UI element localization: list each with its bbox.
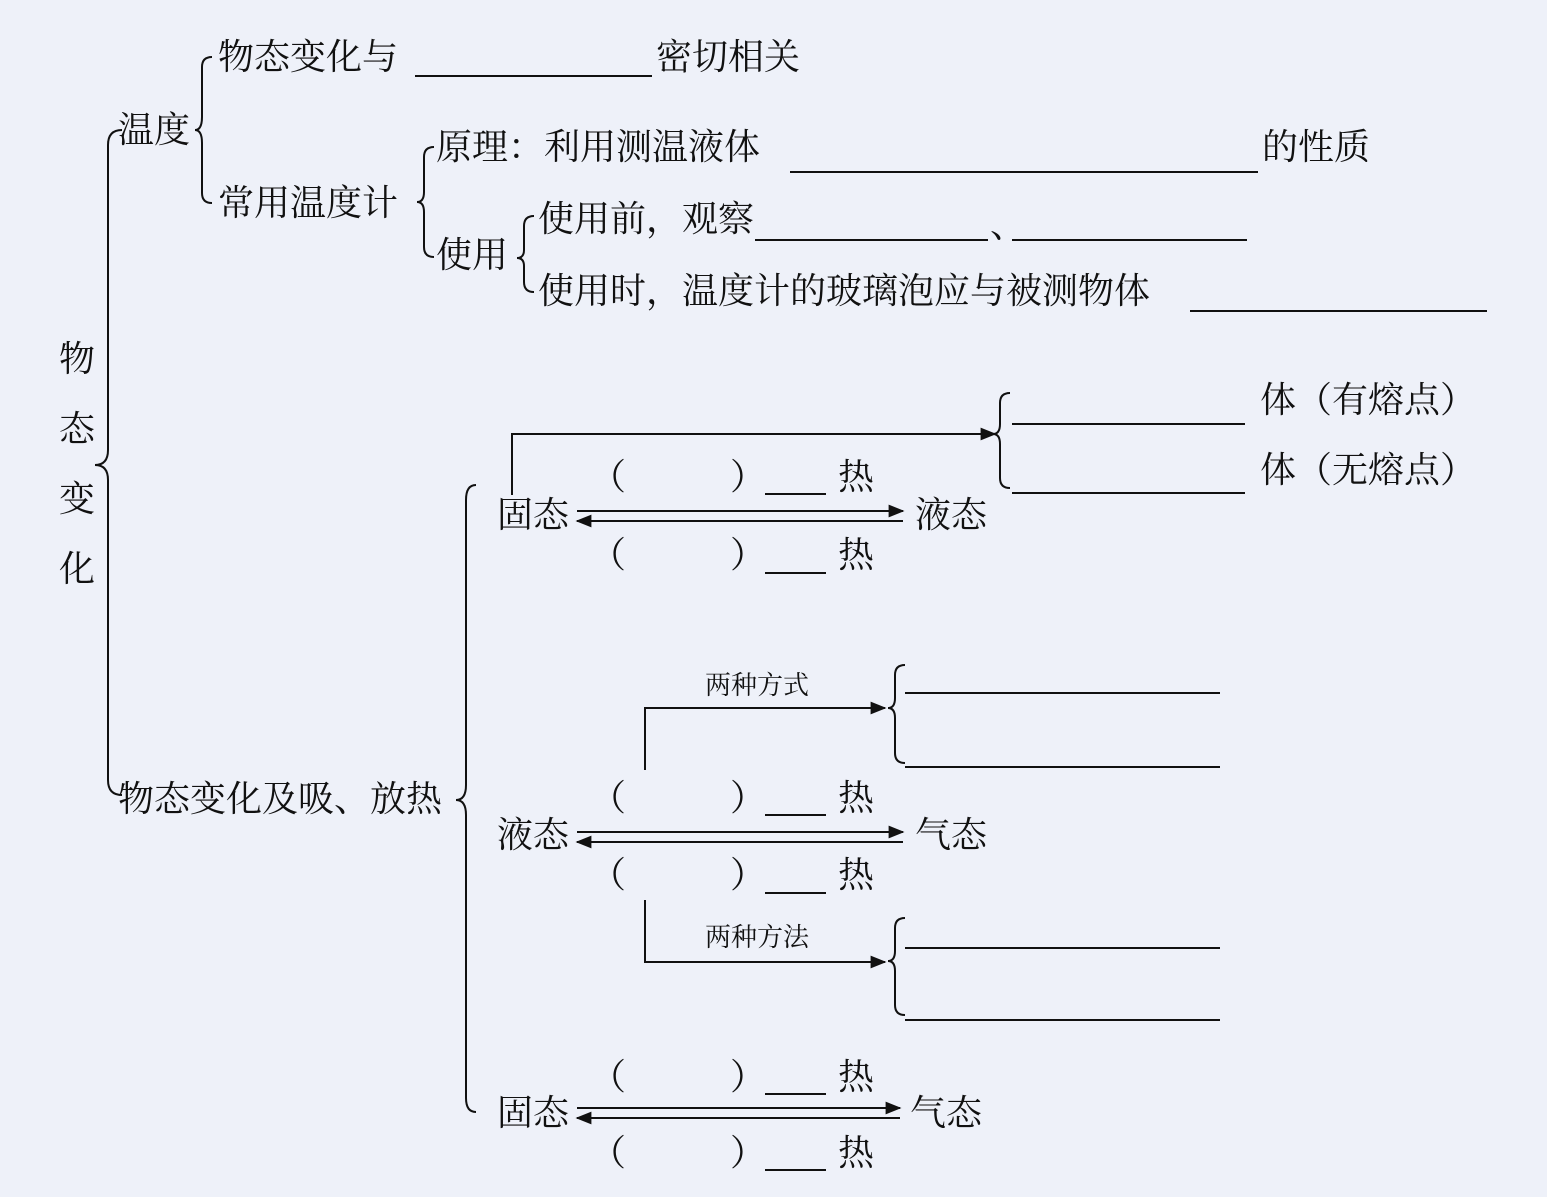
- before-use-text: 使用前，观察: [538, 199, 755, 240]
- brace-liquefy-methods: [888, 918, 905, 1015]
- melt-type-amorphous: 体（无熔点）: [1260, 450, 1477, 491]
- principle-prefix: 原理：利用测温液体: [436, 127, 761, 168]
- solid-state-2: 固态: [497, 1093, 570, 1134]
- heat-freeze: 热: [838, 535, 875, 576]
- phase-change-label: 物态变化及吸、放热: [118, 779, 443, 820]
- liquid-state-2: 液态: [497, 815, 570, 856]
- brace-phase-change: [456, 485, 476, 1112]
- heat-melt: 热: [838, 457, 875, 498]
- principle-suffix: 的性质: [1262, 127, 1371, 168]
- liquefy-methods-label: 两种方法: [705, 923, 810, 953]
- brace-melt-types: [993, 393, 1010, 488]
- brace-thermometer: [417, 147, 434, 257]
- arrow-vapor-branch: [645, 708, 885, 770]
- vapor-ways-label: 两种方式: [705, 671, 810, 701]
- heat-liquefy: 热: [838, 855, 875, 896]
- paren-close-melt: ）: [730, 457, 767, 498]
- brace-usage: [517, 216, 534, 292]
- solid-state-1: 固态: [497, 495, 570, 536]
- paren-close-liquefy: ）: [730, 855, 767, 896]
- before-use-separator: 、: [990, 205, 1027, 246]
- paren-open-freeze: （: [590, 535, 627, 576]
- root-label: 物态变化: [58, 339, 95, 590]
- relation-suffix: 密切相关: [656, 37, 801, 78]
- gas-state-1: 气态: [915, 815, 988, 856]
- paren-open-vapor: （: [590, 778, 627, 819]
- during-use-text: 使用时，温度计的玻璃泡应与被测物体: [538, 271, 1151, 312]
- paren-open-melt: （: [590, 457, 627, 498]
- paren-close-sublime: ）: [730, 1057, 767, 1098]
- heat-vapor: 热: [838, 778, 875, 819]
- brace-temperature: [195, 57, 212, 203]
- paren-open-sublime: （: [590, 1057, 627, 1098]
- liquid-state-1: 液态: [915, 495, 988, 536]
- thermometer-label: 常用温度计: [218, 183, 399, 224]
- brace-vapor-ways: [888, 665, 905, 763]
- melt-type-crystal: 体（有熔点）: [1260, 380, 1477, 421]
- relation-prefix: 物态变化与: [218, 37, 399, 78]
- paren-close-vapor: ）: [730, 778, 767, 819]
- usage-label: 使用: [436, 235, 509, 276]
- paren-open-desublime: （: [590, 1133, 627, 1174]
- gas-state-2: 气态: [910, 1093, 983, 1134]
- heat-desublime: 热: [838, 1133, 875, 1174]
- brace-root: [95, 130, 122, 795]
- temperature-label: 温度: [118, 110, 191, 151]
- paren-close-freeze: ）: [730, 535, 767, 576]
- paren-close-desublime: ）: [730, 1133, 767, 1174]
- paren-open-liquefy: （: [590, 855, 627, 896]
- heat-sublime: 热: [838, 1057, 875, 1098]
